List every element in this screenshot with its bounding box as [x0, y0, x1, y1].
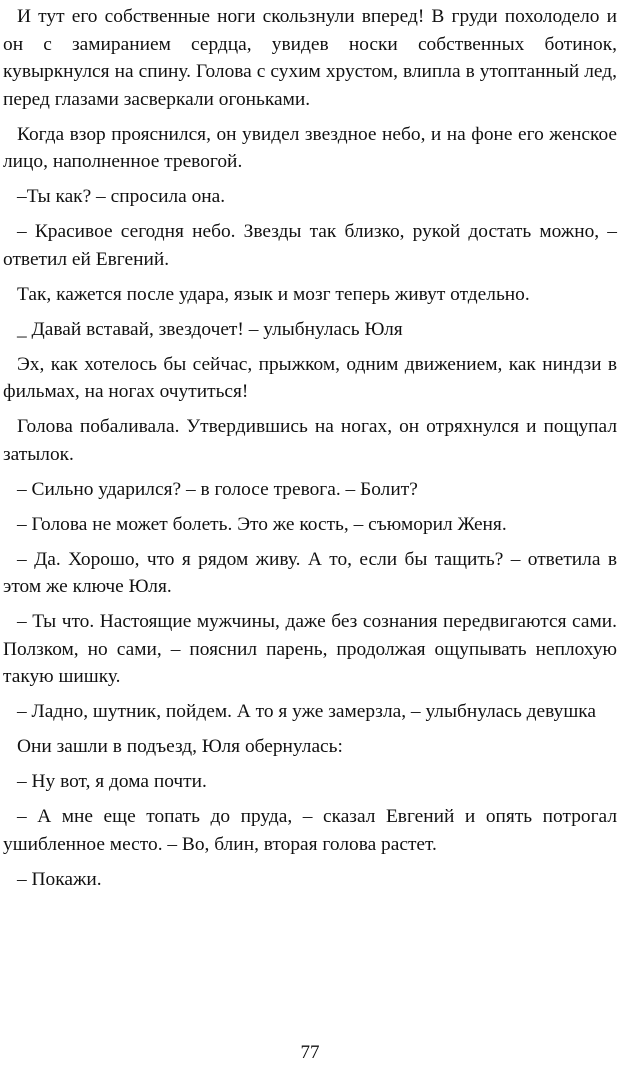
- paragraph: Голова побаливала. Утвердившись на ногах, он отряхнулся и пощупал затылок.: [3, 416, 617, 465]
- paragraph: – Сильно ударился? – в голосе тревога. – Болит?: [17, 478, 418, 500]
- paragraph: – Красивое сегодня небо. Звезды так близко, рукой достать можно, – ответил ей Евгений.: [3, 221, 617, 270]
- page-number: 77: [300, 1042, 320, 1063]
- body-text: [3, 3, 617, 901]
- paragraph: – Покажи.: [17, 868, 102, 890]
- paragraph: – Ну вот, я дома почти.: [17, 771, 207, 792]
- paragraph: Когда взор прояснился, он увидел звездное небо, и на фоне его женское лицо, наполненное тревогой.: [3, 123, 617, 172]
- paragraph: – Да. Хорошо, что я рядом живу. А то, если бы тащить? – ответила в этом же ключе Юля.: [3, 548, 617, 597]
- paragraph: Они зашли в подъезд, Юля обернулась:: [17, 736, 343, 757]
- paragraph: Так, кажется после удара, язык и мозг теперь живут отдельно.: [17, 283, 530, 305]
- paragraph: _ Давай вставай, звездочет! – улыбнулась Юля: [17, 318, 403, 340]
- paragraph: Эх, как хотелось бы сейчас, прыжком, одним движением, как ниндзи в фильмах, на ногах очутиться!: [3, 353, 617, 402]
- paragraph: – Голова не может болеть. Это же кость, – съюморил Женя.: [17, 513, 507, 535]
- paragraph: –Ты как? – спросила она.: [17, 186, 226, 207]
- paragraph: – А мне еще топать до пруда, – сказал Евгений и опять потрогал ушибленное место. – Во, блин, вторая голова растет.: [3, 806, 617, 855]
- paragraph: И тут его собственные ноги скользнули вперед! В груди похолодело и он с замиранием сердца, увидев носки собственных ботинок, кувыркнулся на спину. Голова с сухим хрустом, влипла в утоптанный лед, перед глазами засверкали огоньками.: [3, 6, 617, 110]
- paragraph: – Ладно, шутник, пойдем. А то я уже замерзла, – улыбнулась девушка: [17, 701, 596, 722]
- paragraph: – Ты что. Настоящие мужчины, даже без сознания передвигаются сами. Ползком, но сами, – пояснил парень, продолжая ощупывать неплохую такую шишку.: [3, 611, 617, 687]
